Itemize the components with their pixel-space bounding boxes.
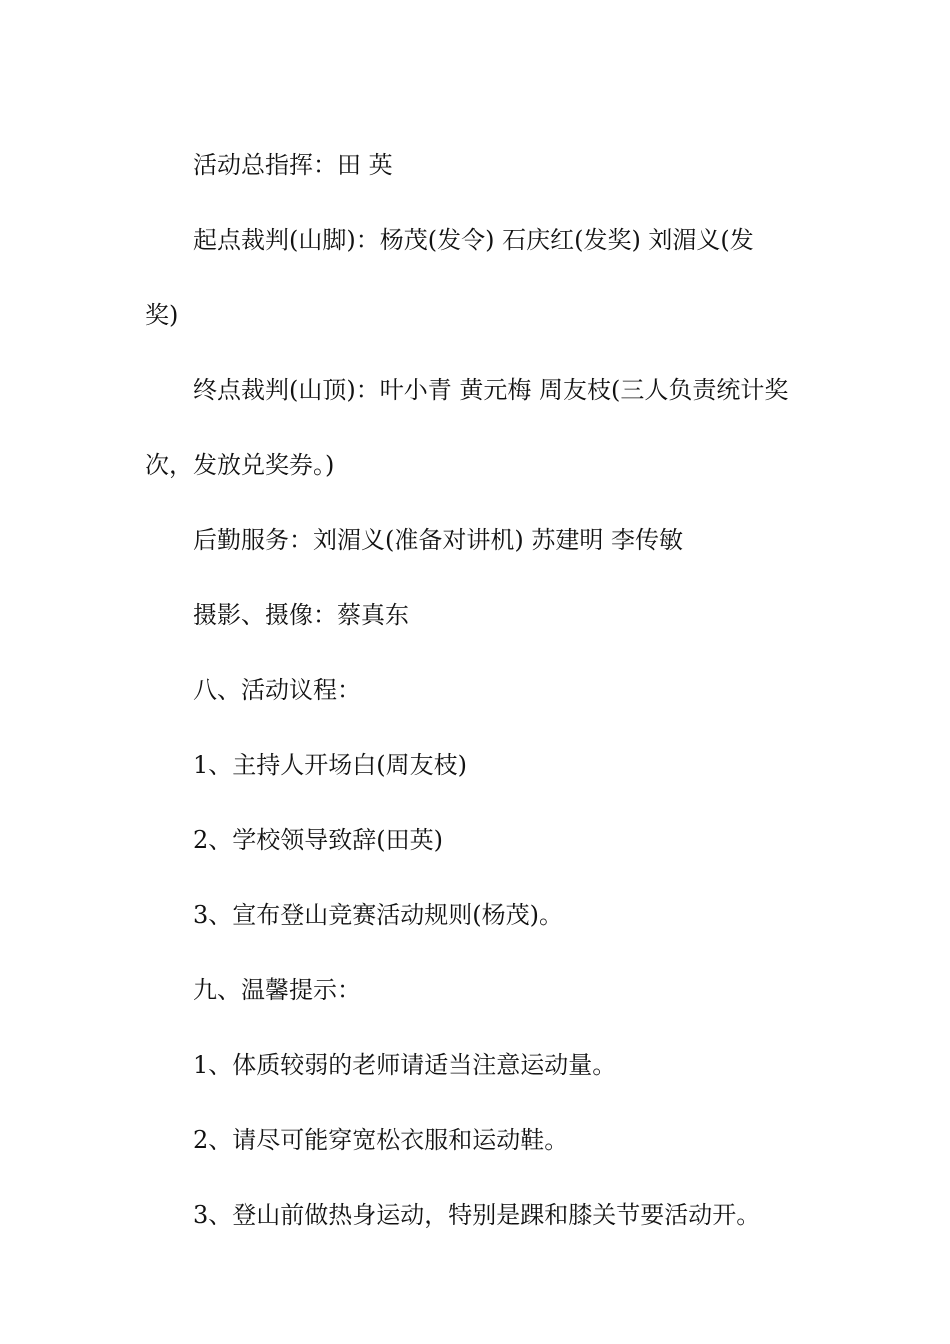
finish-referee-continuation: 次，发放兑奖券。) [145, 451, 335, 479]
photography-line: 摄影、摄像：蔡真东 [193, 601, 409, 629]
agenda-heading: 八、活动议程： [193, 676, 361, 704]
tip-item: 2、请尽可能穿宽松衣服和运动鞋。 [193, 1126, 569, 1154]
agenda-item: 1、主持人开场白(周友枝) [193, 751, 467, 779]
start-referee-line: 起点裁判(山脚)：杨茂(发令) 石庆红(发奖) 刘湄义(发 [193, 226, 754, 254]
agenda-item: 2、学校领导致辞(田英) [193, 826, 443, 854]
tips-heading: 九、温馨提示： [193, 976, 361, 1004]
logistics-line: 后勤服务：刘湄义(准备对讲机) 苏建明 李传敏 [193, 526, 683, 554]
tip-item: 1、体质较弱的老师请适当注意运动量。 [193, 1051, 617, 1079]
tip-item: 3、登山前做热身运动，特别是踝和膝关节要活动开。 [193, 1201, 761, 1229]
start-referee-continuation: 奖) [145, 301, 179, 329]
finish-referee-line: 终点裁判(山顶)：叶小青 黄元梅 周友枝(三人负责统计奖 [193, 376, 789, 404]
agenda-item: 3、宣布登山竞赛活动规则(杨茂)。 [193, 901, 563, 929]
document-body [145, 128, 810, 1253]
commander-line: 活动总指挥：田 英 [193, 151, 393, 179]
